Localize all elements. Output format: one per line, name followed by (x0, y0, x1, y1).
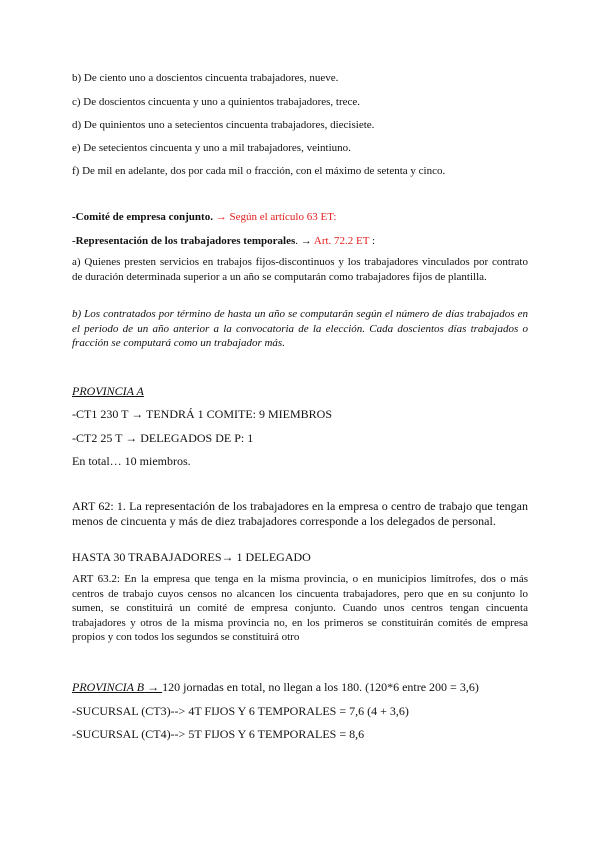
provincia-b-arrow: → (144, 680, 163, 694)
art63-paragraph: ART 63.2: En la empresa que tenga en la misma provincia, o en municipios limítrofes, dos o más centros de trabajo cuyos censos no alcancen los cincuenta trabajadores, pero que en su conjunto lo sumen, se constituirá un comité de empresa conjunto. Cuando unos centros tengan cincuenta trabajadores y otros de la misma provincia no, en los primeros se constituirán comités de empresa propios y con todos los segundos se constituirá otro (72, 573, 528, 643)
provincia-b-line-1: -SUCURSAL (CT3)--> 4T FIJOS Y 6 TEMPORALES = 7,6 (4 + 3,6) (72, 704, 409, 718)
list-item-e: e) De setecientos cincuenta y uno a mil trabajadores, veintiuno. (72, 142, 351, 154)
comite-heading (72, 211, 528, 223)
provincia-a-heading: PROVINCIA A (72, 384, 144, 398)
provincia-b-line (72, 680, 528, 695)
list-item-d: d) De quinientos uno a setecientos cincuenta trabajadores, diecisiete. (72, 119, 375, 131)
comite-ref: Según el artículo 63 ET: (229, 211, 337, 223)
temporales-ref: Art. 72.2 ET (313, 235, 370, 247)
provincia-a-total: En total… 10 miembros. (72, 454, 191, 468)
provincia-a-line-1: -CT1 230 T → TENDRÁ 1 COMITE: 9 MIEMBROS (72, 407, 333, 421)
temporales-label: -Representación de los trabajadores temporales (72, 235, 296, 247)
paragraph-b: b) Los contratados por término de hasta un año se computarán según el número de días trabajados en el periodo de un año anterior a la convocatoria de la elección. Cada doscientos días trabajados o fracción se computará como un trabajador más. (72, 308, 528, 349)
temporales-heading (72, 235, 528, 247)
list-item-c: c) De doscientos cincuenta y uno a quinientos trabajadores, trece. (72, 96, 361, 108)
list-item-b: b) De ciento uno a doscientos cincuenta trabajadores, nueve. (72, 72, 339, 84)
hasta30-line: HASTA 30 TRABAJADORES→ 1 DELEGADO (72, 550, 311, 564)
temporales-sep: . → (295, 235, 314, 247)
provincia-a-line-2: -CT2 25 T → DELEGADOS DE P: 1 (72, 431, 254, 445)
art62-paragraph: ART 62: 1. La representación de los trabajadores en la empresa o centro de trabajo que tengan menos de cincuenta y más de diez trabajadores corresponde a los delegados de personal. (72, 499, 528, 528)
temporales-colon: : (369, 235, 376, 247)
provincia-b-rest: 120 jornadas en total, no llegan a los 180. (120*6 entre 200 = 3,6) (162, 680, 479, 694)
provincia-b-line-2: -SUCURSAL (CT4)--> 5T FIJOS Y 6 TEMPORALES = 8,6 (72, 727, 365, 741)
provincia-b-heading: PROVINCIA B (72, 680, 145, 694)
comite-label: -Comité de empresa conjunto. (72, 211, 213, 223)
paragraph-a: a) Quienes presten servicios en trabajos fijos-discontinuos y los trabajadores vinculados por contrato de duración determinada superior a un año se computarán como trabajadores fijos de plantilla. (72, 256, 528, 283)
list-item-f: f) De mil en adelante, dos por cada mil o fracción, con el máximo de setenta y cinco. (72, 165, 446, 177)
comite-arrow: → (212, 211, 230, 223)
